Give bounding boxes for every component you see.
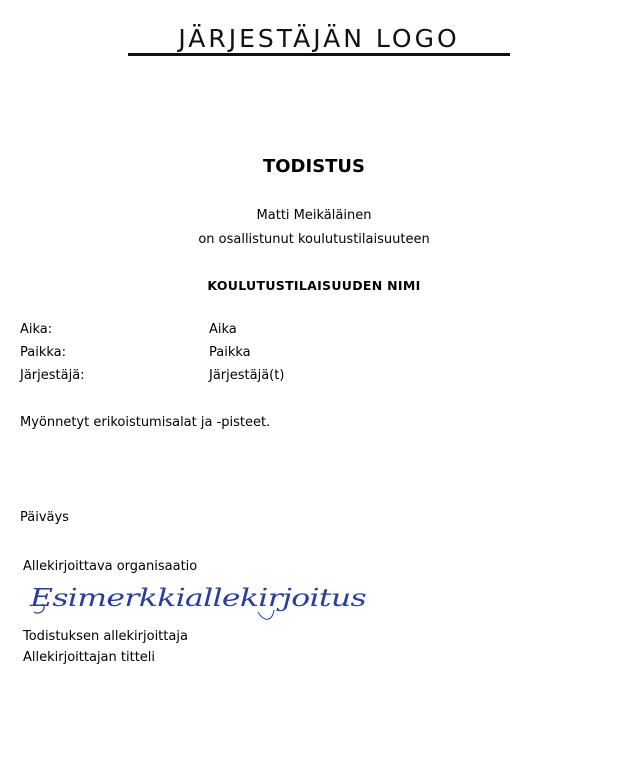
detail-label-organizer: Järjestäjä: (20, 368, 85, 383)
logo-underline (128, 53, 510, 56)
detail-value-time: Aika (209, 322, 237, 337)
specialties-text: Myönnetyt erikoistumisalat ja -pisteet. (20, 415, 271, 430)
signing-organisation: Allekirjoittava organisaatio (23, 559, 198, 574)
detail-row-time (20, 322, 420, 345)
signer-name: Todistuksen allekirjoittaja (23, 629, 188, 644)
detail-value-place: Paikka (209, 345, 251, 360)
signer-title: Allekirjoittajan titteli (23, 650, 156, 665)
detail-label-place: Paikka: (20, 345, 67, 360)
certificate-title: TODISTUS (262, 156, 366, 177)
participation-text: on osallistunut koulutustilaisuuteen (198, 232, 430, 247)
event-details (20, 322, 420, 391)
detail-value-organizer: Järjestäjä(t) (209, 368, 285, 383)
signature-image (28, 578, 373, 624)
recipient-name: Matti Meikäläinen (256, 208, 372, 223)
date-label: Päiväys (20, 510, 69, 525)
detail-row-place (20, 345, 420, 368)
logo-text: JÄRJESTÄJÄN LOGO (178, 24, 460, 53)
signature-text: Esimerkkiallekirjoitus (28, 584, 367, 612)
detail-row-organizer (20, 368, 420, 391)
event-name: KOULUTUSTILAISUUDEN NIMI (207, 278, 421, 293)
detail-label-time: Aika: (20, 322, 53, 337)
organizer-logo (128, 22, 510, 58)
